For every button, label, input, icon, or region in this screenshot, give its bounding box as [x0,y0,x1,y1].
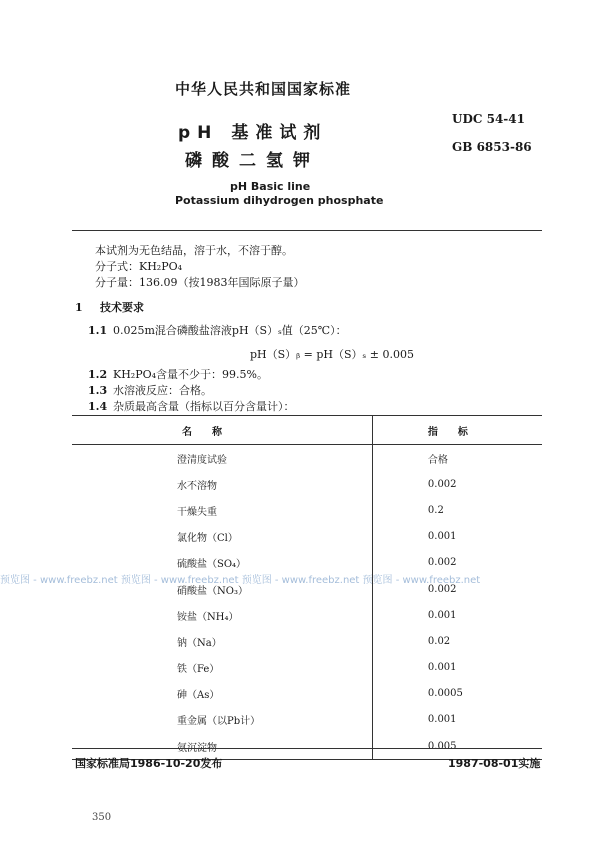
section-heading [75,299,144,315]
impurity-name: 重金属（以Pb计） [177,716,261,728]
table-row [72,471,542,497]
ph-equation: pH（S）ᵦ = pH（S）ₛ ± 0.005 [250,348,414,361]
impurity-value: 0.002 [372,471,542,497]
impurity-name: 澄清度试验 [177,454,227,466]
section-title: 技术要求 [100,301,144,314]
impurity-name: 硫酸盐（SO₄） [177,559,247,571]
impurity-value: 0.005 [372,733,542,760]
impurity-name: 铵盐（NH₄） [177,611,239,623]
table-header-row [72,416,542,445]
item-number: 1.1 [88,324,108,337]
impurity-value: 0.0005 [372,681,542,707]
standard-type-header: 中华人民共和国国家标准 [175,80,352,98]
impurity-value: 0.2 [372,497,542,523]
intro-description: 本试剂为无色结晶，溶于水，不溶于醇。 [95,244,293,257]
impurity-name: 干燥失重 [177,506,217,518]
table-row [72,497,542,523]
requirement-item-1 [88,322,347,338]
intro-formula: 分子式：KH₂PO₄ [95,260,183,273]
impurity-name: 钠（Na） [177,637,222,649]
page-number: 350 [92,812,112,823]
impurity-value: 合格 [372,445,542,472]
intro-molecular-weight: 分子量：136.09（按1983年国际原子量） [95,276,305,289]
impurity-value: 0.002 [372,576,542,602]
requirement-item-4 [88,398,295,414]
impurity-value: 0.001 [372,707,542,733]
impurity-name: 铁（Fe） [177,664,220,676]
title-chinese-line2: 磷酸二氢钾 [185,151,320,171]
impurity-name: 砷（As） [177,690,220,702]
section-number: 1 [75,301,83,314]
preview-watermark: 预览图 - www.freebz.net 预览图 - www.freebz.net 预览图 - www.freebz.net 预览图 - www.freebz.net [0,575,481,586]
item-text: 水溶液反应：合格。 [113,384,212,397]
footer-divider [72,748,542,749]
impurity-value: 0.001 [372,524,542,550]
impurity-value: 0.002 [372,550,542,576]
item-text: KH₂PO₄含量不少于：99.5%。 [113,368,268,381]
header-divider [72,230,542,231]
impurity-table [72,415,542,760]
column-header-index: 指标 [372,416,542,445]
impurity-name: 水不溶物 [177,480,217,492]
impurity-name: 氯化物（Cl） [177,533,238,545]
table-row [72,524,542,550]
item-number: 1.4 [88,400,108,413]
title-english-line1: pH Basic line [230,180,311,193]
title-chinese-line1: pH 基准试剂 [178,123,328,143]
table-row [72,628,542,654]
table-row [72,655,542,681]
requirement-item-3 [88,382,212,398]
requirement-item-2 [88,366,268,382]
item-text: 0.025m混合磷酸盐溶液pH（S）ₛ值（25℃）： [113,324,347,337]
item-text: 杂质最高含量（指标以百分含量计）： [113,400,295,413]
title-english-line2: Potassium dihydrogen phosphate [175,194,384,207]
effective-date: 1987-08-01实施 [448,757,541,770]
impurity-value: 0.001 [372,602,542,628]
column-header-name: 名称 [72,416,372,445]
item-number: 1.3 [88,384,108,397]
impurity-value: 0.02 [372,628,542,654]
gb-code: GB 6853-86 [452,140,532,154]
table-row [72,707,542,733]
item-number: 1.2 [88,368,108,381]
table-row [72,445,542,472]
udc-code: UDC 54-41 [452,112,525,126]
impurity-name: 氨沉淀物 [72,733,372,760]
table-row [72,681,542,707]
table-row [72,602,542,628]
issued-date: 国家标准局1986-10-20发布 [75,757,223,770]
impurity-value: 0.001 [372,655,542,681]
impurity-name: 硝酸盐（NO₃） [177,585,248,597]
